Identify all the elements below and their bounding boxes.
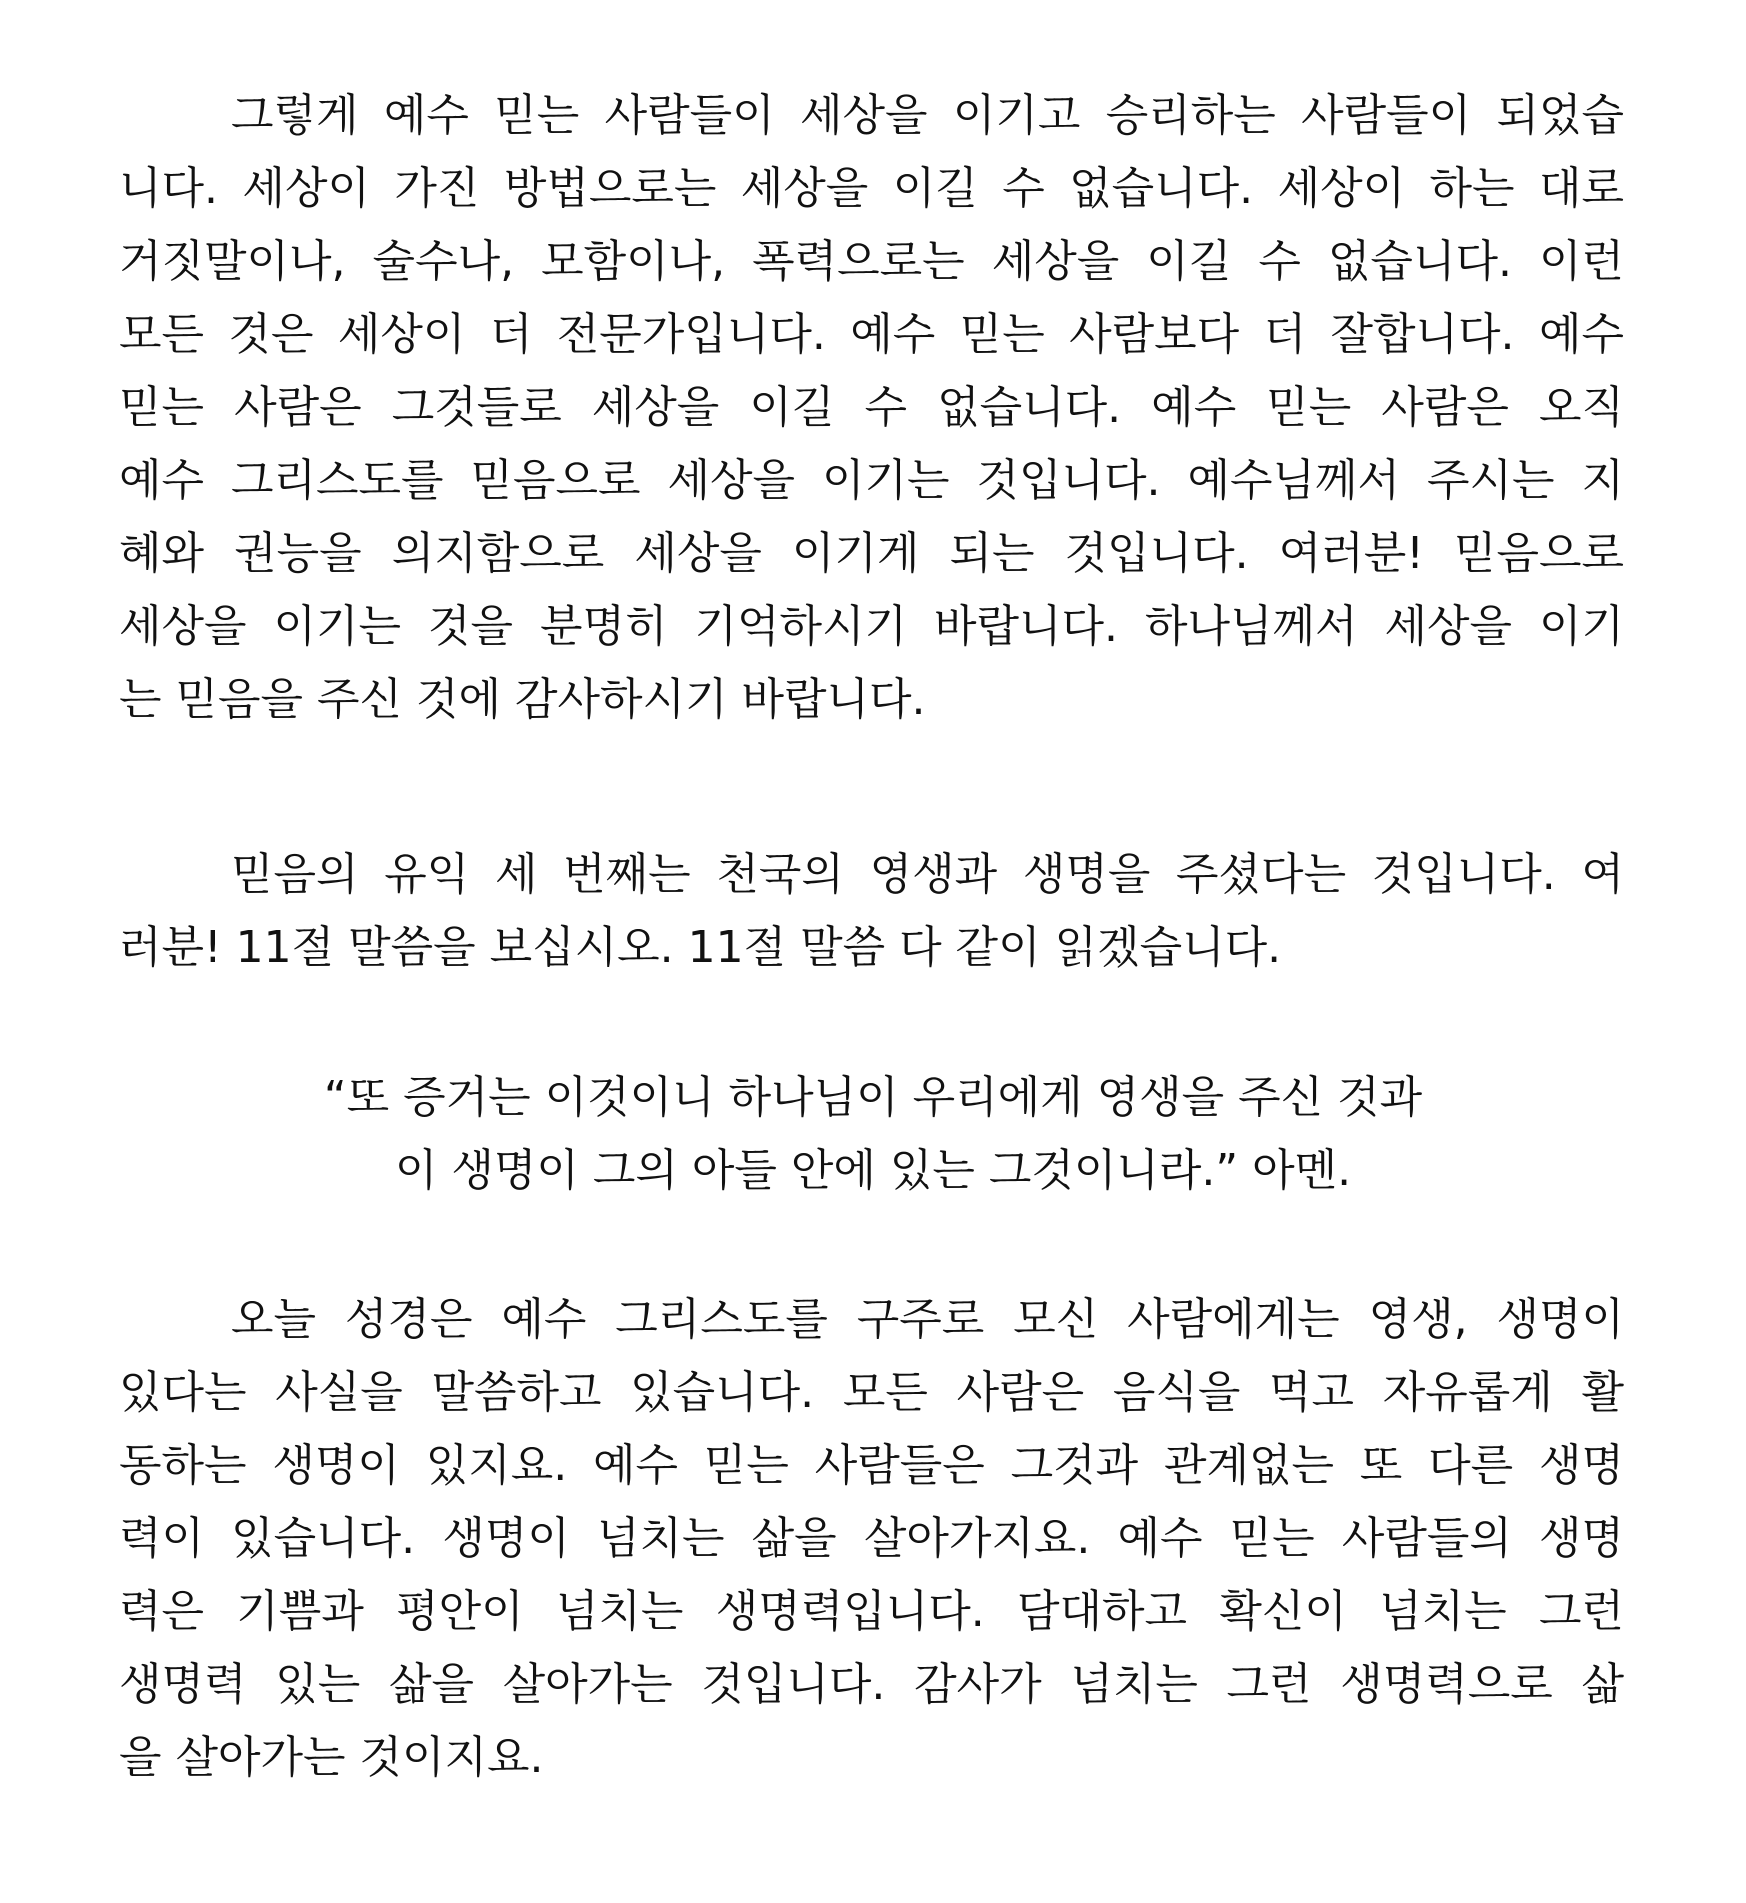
paragraph-line: 예수 그리스도를 믿음으로 세상을 이기는 것입니다. 예수님께서 주시는 지 (119, 455, 1624, 506)
quote-line: 이 생명이 그의 아들 안에 있는 그것이니라.” 아멘. (394, 1145, 1352, 1196)
paragraph-victory (119, 79, 1624, 736)
scripture-quote (0, 1061, 1746, 1207)
paragraph-line: 믿는 사람은 그것들로 세상을 이길 수 없습니다. 예수 믿는 사람은 오직 (119, 382, 1624, 433)
paragraph-line: 거짓말이나, 술수나, 모함이나, 폭력으로는 세상을 이길 수 없습니다. 이런 (119, 236, 1624, 287)
paragraph-line: 혜와 권능을 의지함으로 세상을 이기게 되는 것입니다. 여러분! 믿음으로 (119, 528, 1624, 579)
paragraph-line: 니다. 세상이 가진 방법으로는 세상을 이길 수 없습니다. 세상이 하는 대로 (119, 163, 1624, 214)
paragraph-line: 을 살아가는 것이지요. (119, 1732, 544, 1783)
paragraph-line: 동하는 생명이 있지요. 예수 믿는 사람들은 그것과 관계없는 또 다른 생명 (119, 1440, 1624, 1491)
paragraph-line: 믿음의 유익 세 번째는 천국의 영생과 생명을 주셨다는 것입니다. 여 (231, 849, 1624, 900)
paragraph-line: 력이 있습니다. 생명이 넘치는 삶을 살아가지요. 예수 믿는 사람들의 생명 (119, 1513, 1624, 1564)
paragraph-line: 러분! 11절 말씀을 보십시오. 11절 말씀 다 같이 읽겠습니다. (119, 922, 1282, 973)
paragraph-third-benefit (119, 838, 1624, 984)
paragraph-line: 는 믿음을 주신 것에 감사하시기 바랍니다. (119, 674, 926, 725)
paragraph-line: 모든 것은 세상이 더 전문가입니다. 예수 믿는 사람보다 더 잘합니다. 예수 (119, 309, 1624, 360)
paragraph-line: 있다는 사실을 말씀하고 있습니다. 모든 사람은 음식을 먹고 자유롭게 활 (119, 1367, 1624, 1418)
quote-line: “또 증거는 이것이니 하나님이 우리에게 영생을 주신 것과 (323, 1072, 1423, 1123)
paragraph-line: 오늘 성경은 예수 그리스도를 구주로 모신 사람에게는 영생, 생명이 (231, 1294, 1624, 1345)
paragraph-line: 그렇게 예수 믿는 사람들이 세상을 이기고 승리하는 사람들이 되었습 (231, 90, 1624, 141)
paragraph-line: 세상을 이기는 것을 분명히 기억하시기 바랍니다. 하나님께서 세상을 이기 (119, 601, 1624, 652)
paragraph-line: 생명력 있는 삶을 살아가는 것입니다. 감사가 넘치는 그런 생명력으로 삶 (119, 1659, 1624, 1710)
paragraph-eternal-life (119, 1283, 1624, 1794)
paragraph-line: 력은 기쁨과 평안이 넘치는 생명력입니다. 담대하고 확신이 넘치는 그런 (119, 1586, 1624, 1637)
